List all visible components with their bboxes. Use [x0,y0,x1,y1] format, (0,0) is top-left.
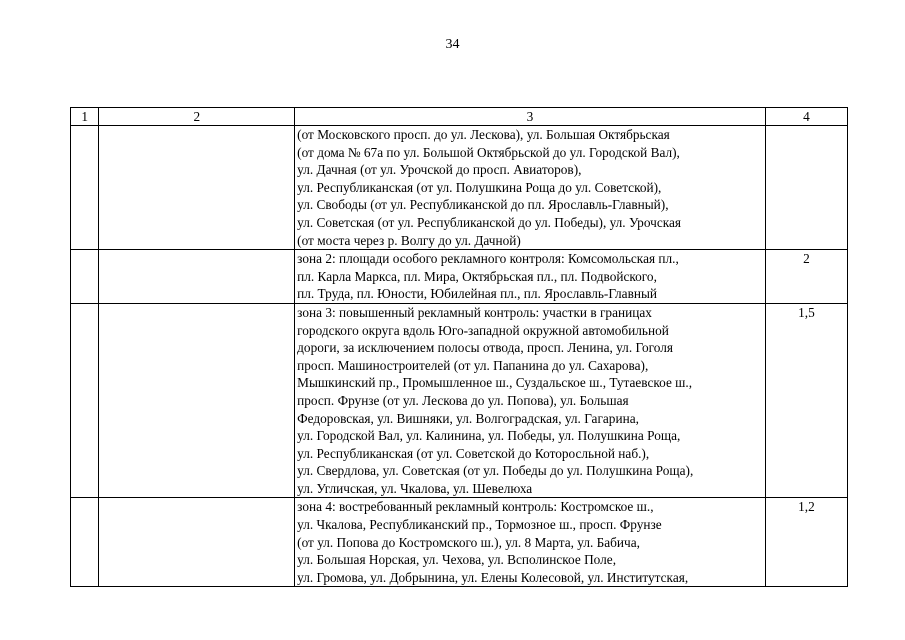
zone-description-line: городского округа вдоль Юго-западной окружной автомобильной [297,322,669,338]
zone-description-line: ул. Советская (от ул. Республиканской до ул. Победы), ул. Урочская [297,214,682,230]
table-row [71,303,848,498]
row-category-cell [99,126,295,250]
zone-description-line: пл. Карла Маркса, пл. Мира, Октябрьская пл., пл. Подвойского, [297,268,657,284]
row-number-cell [71,250,99,304]
zone-description-line: зона 2: площади особого рекламного контроля: Комсомольская пл., [297,251,679,267]
zone-description-cell [295,126,766,250]
zone-description-line: зона 4: востребованный рекламный контроль: Костромское ш., [297,499,654,515]
zone-description-line: ул. Большая Норская, ул. Чехова, ул. Всполинское Поле, [297,552,617,568]
coefficient-cell: 2 [765,250,847,304]
zone-description-line: дороги, за исключением полосы отвода, просп. Ленина, ул. Гоголя [297,340,673,356]
row-number-cell [71,498,99,587]
zone-description-line: (от моста через р. Волгу до ул. Дачной) [297,232,521,248]
zone-description-cell [295,498,766,587]
zone-description-line: пл. Труда, пл. Юности, Юбилейная пл., пл. Ярославль-Главный [297,286,658,302]
zone-description-line: ул. Свободы (от ул. Республиканской до пл. Ярославль-Главный), [297,197,669,213]
zone-description-line: (от дома № 67а по ул. Большой Октябрьской до ул. Городской Вал), [297,144,680,160]
row-category-cell [99,498,295,587]
zone-description-line: (от Московского просп. до ул. Лескова), ул. Большая Октябрьская [297,127,670,142]
zone-description-line: просп. Машиностроителей (от ул. Папанина до ул. Сахарова), [297,357,649,373]
zone-description-line: зона 3: повышенный рекламный контроль: участки в границах [297,304,652,320]
table-row [71,126,848,250]
zone-description-line: ул. Городской Вал, ул. Калинина, ул. Победы, ул. Полушкина Роща, [297,428,681,444]
table-row [71,250,848,304]
zone-description-cell [295,250,766,304]
zone-description-line: ул. Чкалова, Республиканский пр., Тормозное ш., просп. Фрунзе [297,517,662,533]
row-number-cell [71,303,99,498]
column-header-1: 1 [71,108,99,126]
row-category-cell [99,303,295,498]
row-number-cell [71,126,99,250]
zone-description-line: ул. Угличская, ул. Чкалова, ул. Шевелюха [297,480,533,496]
zone-description-line: ул. Громова, ул. Добрынина, ул. Елены Колесовой, ул. Институтская, [297,569,689,585]
zone-description-cell [295,303,766,498]
coefficient-cell: 1,5 [765,303,847,498]
zone-description-line: ул. Свердлова, ул. Советская (от ул. Победы до ул. Полушкина Роща), [297,463,694,479]
zone-description-line: (от ул. Попова до Костромского ш.), ул. 8 Марта, ул. Бабича, [297,534,640,550]
zone-description-line: Мышкинский пр., Промышленное ш., Суздальское ш., Тутаевское ш., [297,375,693,391]
row-category-cell [99,250,295,304]
zone-description-line: ул. Республиканская (от ул. Полушкина Роща до ул. Советской), [297,179,662,195]
table-header-row [71,108,848,126]
zone-description-line: ул. Республиканская (от ул. Советской до Которосльной наб.), [297,445,650,461]
column-header-4: 4 [765,108,847,126]
column-header-3: 3 [295,108,766,126]
column-header-2: 2 [99,108,295,126]
coefficient-cell: 1,2 [765,498,847,587]
page-number: 34 [445,37,460,52]
coefficient-cell [765,126,847,250]
zones-table [70,107,848,587]
zone-description-line: просп. Фрунзе (от ул. Лескова до ул. Попова), ул. Большая [297,392,629,408]
zone-description-line: ул. Дачная (от ул. Урочской до просп. Авиаторов), [297,162,582,178]
table-row [71,498,848,587]
zone-description-line: Федоровская, ул. Вишняки, ул. Волгоградская, ул. Гагарина, [297,410,639,426]
